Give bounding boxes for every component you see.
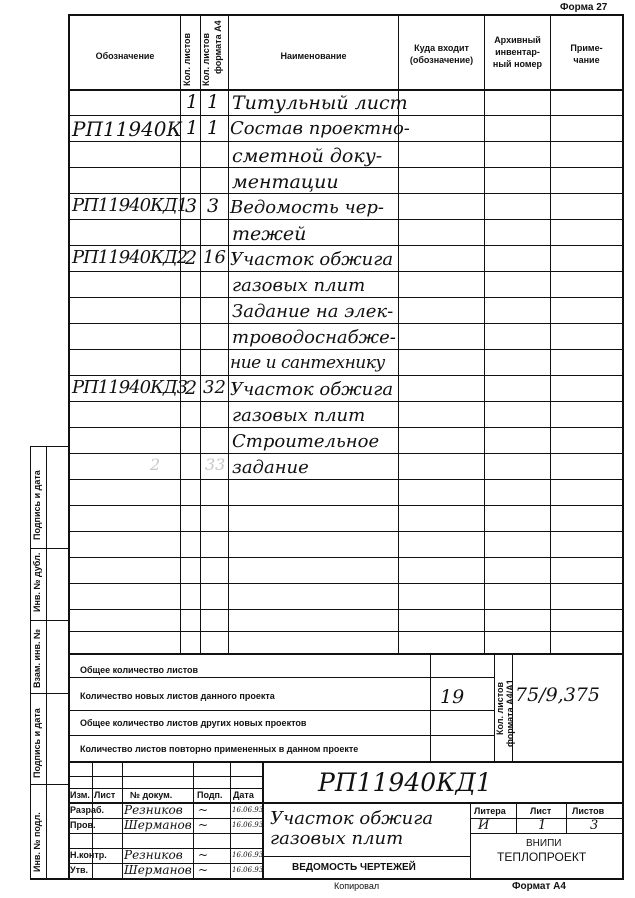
tb-sheets-label: Листов [572, 806, 605, 816]
tb-name-4: Резников [124, 848, 183, 862]
tb-name-2: Шерманов [124, 818, 192, 832]
side-label-dup: Инв. № дубл. [32, 552, 42, 612]
tb-sign-4: ~ [198, 848, 209, 862]
row-line [68, 427, 624, 428]
row-line [68, 219, 624, 220]
tb-org-2: ТЕПЛОПРОЕКТ [497, 850, 587, 864]
tb-row-line [68, 776, 263, 777]
tb-date-4: 16.06.93 [232, 851, 264, 859]
summary-new-value: 19 [440, 686, 465, 708]
col-line-5 [484, 14, 485, 654]
tb-role-1: Разраб. [70, 805, 105, 815]
summary-format-value: 75/9,375 [515, 684, 600, 706]
side-label-sign-2: Подпись и дата [32, 708, 42, 778]
row-3-name: сметной доку- [232, 145, 383, 167]
tb-vline-4 [230, 763, 231, 878]
tb-litera-value: И [478, 818, 490, 833]
row-4-name: ментации [232, 171, 339, 193]
frame-right [622, 14, 624, 880]
header-note-2: чание [573, 55, 600, 65]
row-2-format: 1 [207, 117, 220, 139]
header-note-1: Приме- [570, 43, 603, 53]
side-frame-mid [46, 446, 47, 880]
summary-bottom [68, 761, 624, 763]
row-line [68, 141, 624, 142]
tb-date-1: 16.06.93 [232, 806, 264, 814]
row-line [68, 531, 624, 532]
row-line [68, 193, 624, 194]
tb-title-2: газовых плит [270, 828, 404, 849]
tb-sheet-value: 1 [538, 818, 547, 833]
tb-sign-5: ~ [198, 863, 209, 877]
tb-sign-2: ~ [198, 818, 209, 832]
tb-litera-label: Литера [474, 806, 506, 816]
tb-title-divider [263, 856, 470, 857]
side-frame-top [30, 446, 69, 447]
row-9-name: Задание на элек- [232, 301, 394, 322]
row-2-count: 1 [186, 117, 199, 139]
header-archive-3: ный номер [492, 59, 543, 69]
faint-count: 2 [150, 455, 161, 474]
footer-copied: Копировал [334, 881, 380, 891]
side-label-orig: Инв. № подл. [32, 812, 42, 872]
tb-litera-vline-2 [566, 802, 567, 833]
row-1-name: Титульный лист [232, 92, 408, 114]
frame-left [68, 14, 70, 880]
row-15-name: задание [232, 457, 309, 478]
tb-litera-vline-1 [516, 802, 517, 833]
row-8-name: газовых плит [232, 275, 366, 296]
faint-format: 33 [205, 455, 226, 474]
row-5-format: 3 [207, 195, 220, 217]
side-frame-left [30, 446, 31, 880]
summary-format-label-2: формата А4/А1 [505, 679, 515, 747]
tb-right-vline [470, 802, 471, 878]
side-label-repl: Взам. инв. № [32, 628, 42, 688]
row-line [68, 245, 624, 246]
row-5-designation: РП11940КД1 [72, 195, 188, 216]
tb-role-4: Н.контр. [70, 850, 107, 860]
tb-date-5: 16.06.93 [232, 866, 264, 874]
side-sep-2 [30, 620, 69, 621]
tb-doc-code: РП11940КД1 [318, 768, 492, 797]
tb-doc-type: ВЕДОМОСТЬ ЧЕРТЕЖЕЙ [292, 862, 416, 873]
tb-col-sign: Подп. [197, 790, 223, 800]
tb-row-line [68, 833, 263, 834]
row-12-count: 2 [185, 377, 198, 399]
header-sheet-count-2: Кол. листов [201, 32, 211, 86]
col-line-1 [180, 14, 181, 654]
row-line [68, 557, 624, 558]
tb-date-2: 16.06.93 [232, 821, 264, 829]
header-sheet-format: формата А4 [213, 20, 223, 74]
row-line [68, 453, 624, 454]
tb-name-5: Шерманов [124, 863, 192, 877]
header-archive-1: Архивный [494, 35, 541, 45]
row-7-count: 2 [185, 247, 198, 269]
row-line [68, 609, 624, 610]
tb-row-line [68, 788, 263, 789]
row-2-name: Состав проектно- [230, 118, 410, 139]
footer-format: Формат А4 [512, 881, 566, 892]
row-1-format: 1 [207, 91, 220, 113]
tb-col-izm: Изм. [70, 790, 90, 800]
side-sep-1 [30, 548, 69, 549]
tb-sign-1: ~ [198, 803, 209, 817]
tb-role-5: Утв. [70, 865, 89, 875]
tb-litera-line-2 [470, 833, 622, 834]
tb-role-2: Пров. [70, 820, 96, 830]
row-line [68, 375, 624, 376]
col-line-2 [200, 14, 201, 654]
row-line [68, 271, 624, 272]
tb-org-1: ВНИПИ [526, 838, 562, 849]
frame-bottom [30, 878, 624, 880]
row-7-format: 16 [203, 247, 226, 268]
row-6-name: тежей [232, 223, 307, 245]
summary-format-label-1: Кол. листов [495, 681, 505, 735]
side-sep-4 [30, 784, 69, 785]
row-line [68, 349, 624, 350]
tb-vline-2 [122, 763, 123, 878]
summary-total: Общее количество листов [80, 665, 199, 675]
header-designation: Обозначение [95, 51, 155, 61]
row-10-name: троводоснабже- [232, 327, 396, 348]
tb-sheets-value: 3 [590, 818, 599, 833]
header-where-used-1: Куда входит [414, 43, 469, 53]
side-label-sign-1: Подпись и дата [32, 470, 42, 540]
summary-reused: Количество листов повторно примененных в данном проекте [80, 744, 359, 754]
summary-new: Количество новых листов данного проекта [80, 691, 275, 701]
tb-vline-3 [193, 763, 194, 878]
table-bottom [68, 653, 624, 655]
tb-name-1: Резников [124, 803, 183, 817]
tb-sheet-label: Лист [530, 806, 552, 816]
tb-title-1: Участок обжига [270, 808, 434, 829]
row-line [68, 323, 624, 324]
row-line [68, 297, 624, 298]
row-12-name: Участок обжига [230, 379, 394, 400]
col-line-6 [550, 14, 551, 654]
header-bottom [68, 89, 624, 91]
row-line [68, 505, 624, 506]
header-archive-2: инвентар- [495, 47, 540, 57]
side-sep-3 [30, 693, 69, 694]
row-line [68, 583, 624, 584]
row-14-name: Строительное [232, 431, 380, 452]
row-11-name: ние и сантехнику [230, 353, 385, 373]
row-line [68, 167, 624, 168]
row-2-designation: РП11940К [72, 117, 182, 141]
row-12-designation: РП11940КД3 [72, 377, 188, 398]
row-5-name: Ведомость чер- [230, 197, 385, 218]
header-sheet-count: Кол. листов [182, 32, 192, 86]
summary-col-a [430, 655, 431, 761]
row-line [68, 401, 624, 402]
summary-other: Общее количество листов других новых проектов [80, 718, 307, 728]
tb-col-date: Дата [233, 790, 254, 800]
row-line [68, 479, 624, 480]
row-5-count: 3 [185, 195, 198, 217]
header-name: Наименование [280, 51, 347, 61]
tb-col-list: Лист [94, 790, 116, 800]
row-12-format: 32 [203, 377, 226, 398]
tb-col-doc: № докум. [130, 790, 173, 800]
row-line [68, 115, 624, 116]
header-where-used-2: (обозначение) [409, 55, 474, 65]
row-line [68, 631, 624, 632]
form-label: Форма 27 [560, 2, 608, 13]
frame-top [68, 14, 624, 16]
col-line-3 [228, 14, 229, 654]
row-7-designation: РП11940КД2 [72, 247, 188, 268]
row-13-name: газовых плит [232, 405, 366, 426]
row-1-count: 1 [186, 91, 199, 113]
row-7-name: Участок обжига [230, 249, 394, 270]
